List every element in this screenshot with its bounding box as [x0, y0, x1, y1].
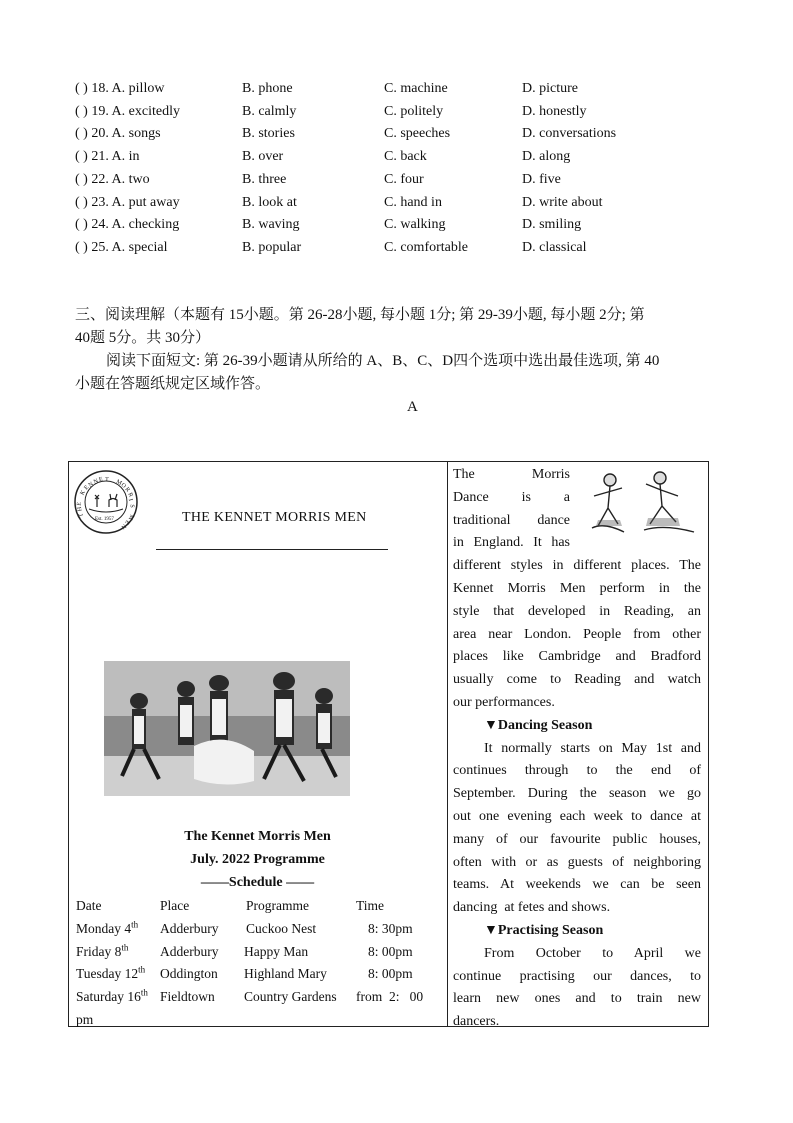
schedule-time: 8: 00pm [368, 966, 413, 982]
schedule-place: Oddington [160, 966, 218, 982]
programme-subtitle: July. 2022 Programme [190, 852, 325, 867]
schedule-date [76, 943, 128, 960]
morris-dancers-illustration [584, 466, 700, 540]
schedule-programme: Highland Mary [244, 966, 327, 982]
intro-line: area near London. People from other [453, 626, 701, 642]
question-18-option-b: B. phone [242, 81, 293, 96]
schedule-day: Friday 8 [76, 943, 122, 959]
question-24-option-c: C. walking [384, 217, 446, 233]
dancing-season-heading: ▼Dancing Season [484, 717, 593, 733]
question-20-option-a: ( ) 20. A. songs [75, 126, 161, 142]
dancing-season-line: It normally starts on May 1st and [484, 740, 701, 756]
schedule-place: Fieldtown [160, 989, 215, 1005]
schedule-programme: Cuckoo Nest [246, 921, 317, 936]
passage-label: A [407, 399, 418, 415]
leaflet-title: THE KENNET MORRIS MEN [182, 510, 367, 525]
instruction-text-cont: 小题在答题纸规定区域作答。 [75, 376, 271, 392]
dancers-photo [104, 661, 350, 796]
question-20-option-b: B. stories [242, 126, 295, 142]
intro-line: in England. It has [453, 535, 570, 551]
schedule-day: Monday 4 [76, 921, 132, 936]
intro-line: Dance is a [453, 489, 570, 505]
question-21-option-b: B. over [242, 149, 284, 165]
question-19-option-c: C. politely [384, 103, 444, 119]
question-24-option-d: D. smiling [522, 217, 582, 233]
schedule-column-header: Date [76, 898, 102, 913]
schedule-time: 8: 00pm [368, 943, 413, 959]
schedule-day: Tuesday 12 [76, 966, 139, 982]
question-21-option-a: ( ) 21. A. in [75, 149, 140, 165]
question-18-option-a: ( ) 18. A. pillow [75, 81, 165, 96]
question-21-option-c: C. back [384, 149, 427, 165]
question-19-option-d: D. honestly [522, 103, 587, 119]
schedule-time-wrap: pm [76, 1011, 94, 1027]
question-25-option-d: D. classical [522, 239, 587, 255]
schedule-heading: ——Schedule —— [200, 875, 315, 890]
schedule-column-header: Place [160, 898, 190, 913]
dancing-season-line: many of our favourite public houses, [453, 831, 701, 847]
question-22-option-d: D. five [522, 171, 561, 187]
schedule-date [76, 988, 148, 1005]
question-24-option-b: B. waving [242, 217, 300, 233]
practising-season-line: continue practising our dances, to [453, 968, 701, 984]
left-panel [68, 461, 447, 1027]
practising-season-line-last: dancers. [453, 1014, 500, 1030]
schedule-day-suffix: th [131, 919, 139, 930]
question-22-option-c: C. four [384, 171, 424, 187]
intro-line: usually come to Reading and watch [453, 672, 701, 688]
question-19-option-b: B. calmly [242, 103, 297, 119]
programme-title: The Kennet Morris Men [184, 829, 331, 844]
question-18-option-d: D. picture [522, 81, 578, 96]
schedule-column-header: Programme [246, 898, 309, 913]
schedule-programme: Country Gardens [244, 989, 337, 1005]
schedule-date [76, 965, 145, 982]
dancing-season-line: teams. At weekends we can be seen [453, 877, 701, 893]
schedule-day-suffix: th [140, 987, 148, 998]
practising-season-line: learn new ones and to train new [453, 991, 701, 1007]
schedule-day-suffix: th [121, 942, 129, 953]
schedule-place: Adderbury [160, 921, 219, 936]
practising-season-line: From October to April we [484, 945, 701, 961]
section-heading: 三、阅读理解（本题有 15小题。第 26-28小题, 每小题 1分; 第 29-39小题, 每小题 2分; 第 [75, 307, 645, 323]
intro-line: The Morris [453, 467, 570, 482]
schedule-time: 8: 30pm [368, 921, 413, 936]
dancing-season-line: out one evening each week to dance at [453, 809, 701, 824]
question-20-option-d: D. conversations [522, 126, 617, 142]
section-heading-cont: 40题 5分。共 30分） [75, 330, 211, 346]
question-18-option-c: C. machine [384, 81, 448, 96]
intro-line: traditional dance [453, 512, 570, 528]
question-25-option-a: ( ) 25. A. special [75, 239, 168, 255]
question-25-option-c: C. comfortable [384, 239, 468, 255]
logo-est: Est. 1957 [95, 517, 114, 522]
schedule-date [76, 920, 138, 937]
question-23-option-a: ( ) 23. A. put away [75, 194, 180, 210]
question-23-option-c: C. hand in [384, 194, 442, 210]
question-19-option-a: ( ) 19. A. excitedly [75, 103, 180, 119]
question-21-option-d: D. along [522, 149, 571, 165]
intro-line-last: our performances. [453, 695, 555, 710]
intro-line: style that developed in Reading, an [453, 603, 701, 619]
question-20-option-c: C. speeches [384, 126, 451, 142]
schedule-programme: Happy Man [244, 943, 309, 959]
column-divider [447, 461, 448, 1027]
schedule-place: Adderbury [160, 943, 219, 959]
question-25-option-b: B. popular [242, 239, 302, 255]
question-22-option-a: ( ) 22. A. two [75, 171, 150, 187]
title-underline [156, 549, 388, 550]
dancing-season-line: continues through to the end of [453, 763, 701, 779]
schedule-time: from 2: 00 [356, 989, 424, 1005]
schedule-column-header: Time [356, 898, 385, 913]
dancing-season-line: often with or as guests of neighboring [453, 854, 701, 870]
intro-line: places like Cambridge and Bradford [453, 649, 701, 665]
question-24-option-a: ( ) 24. A. checking [75, 217, 180, 233]
intro-line: different styles in different places. The [453, 558, 701, 574]
schedule-day-suffix: th [138, 964, 146, 975]
question-23-option-b: B. look at [242, 194, 297, 210]
practising-season-heading: ▼Practising Season [484, 923, 604, 938]
intro-line: Kennet Morris Men perform in the [453, 581, 701, 596]
instruction-text: 阅读下面短文: 第 26-39小题请从所给的 A、B、C、D四个选项中选出最佳选项, 第 40 [106, 353, 660, 369]
dancing-season-line: September. During the season we go [453, 786, 701, 802]
schedule-day: Saturday 16 [76, 989, 141, 1005]
dancing-season-line-last: dancing at fetes and shows. [453, 900, 611, 916]
question-23-option-d: D. write about [522, 194, 603, 210]
question-22-option-b: B. three [242, 171, 287, 187]
logo-ring-text: T H E K E N N E T M O R R I S M E N [76, 476, 135, 530]
